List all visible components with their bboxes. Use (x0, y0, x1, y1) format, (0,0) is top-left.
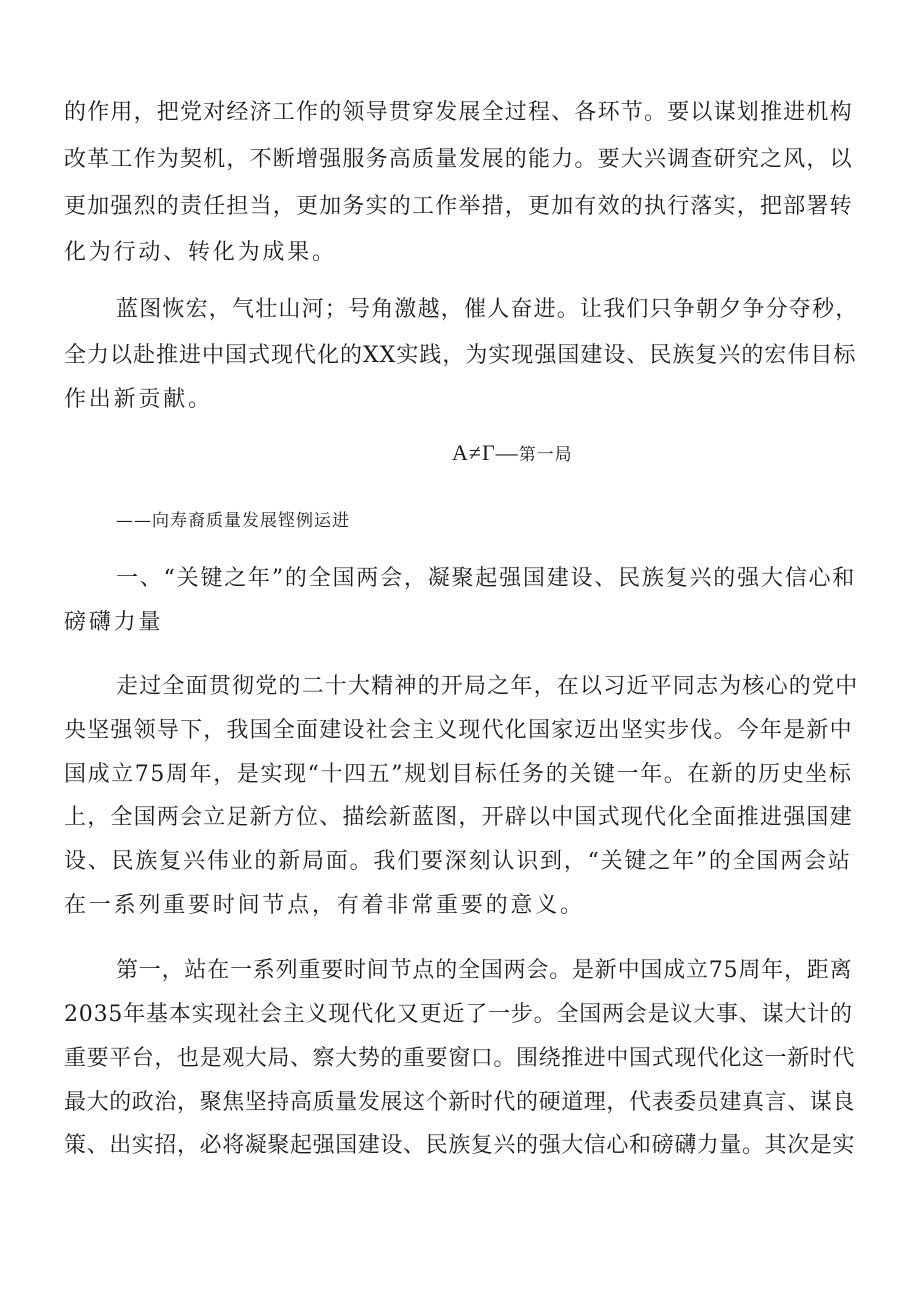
section-heading (452, 438, 573, 470)
paragraph-3-line-5: 设、民族复兴伟业的新局面。我们要深刻认识到，“关键之年”的全国两会站 (64, 849, 852, 874)
paragraph-4-line-1: 第一，站在一系列重要时间节点的全国两会。是新中国成立75周年，距离 (116, 958, 853, 983)
section-heading-symbol: A≠Γ— (452, 440, 519, 465)
paragraph-1-line-3: 更加强烈的责任担当，更加务实的工作举措，更加有效的执行落实，把部署转 (64, 194, 853, 219)
paragraph-3-line-2: 央坚强领导下，我国全面建设社会主义现代化国家迈出坚实步伐。今年是新中 (64, 718, 853, 743)
paragraph-3-line-4: 上，全国两会立足新方位、描绘新蓝图，开辟以中国式现代化全面推进强国建 (64, 805, 853, 830)
heading-1-line-1: 一、“关键之年”的全国两会，凝聚起强国建设、民族复兴的强大信心和 (116, 566, 857, 591)
paragraph-1-line-2: 改革工作为契机，不断增强服务高质量发展的能力。要大兴调查研究之风，以 (64, 147, 853, 172)
paragraph-4-line-4: 最大的政治，聚焦坚持高质量发展这个新时代的硬道理，代表委员建真言、谋良 (64, 1090, 856, 1115)
paragraph-3-line-1: 走过全面贯彻党的二十大精神的开局之年，在以习近平同志为核心的党中 (116, 674, 859, 699)
paragraph-4-line-2: 2035年基本实现社会主义现代化又更近了一步。全国两会是议大事、谋大计的 (64, 1002, 853, 1027)
paragraph-4-line-3: 重要平台，也是观大局、察大势的重要窗口。围绕推进中国式现代化这一新时代 (64, 1046, 856, 1071)
paragraph-3-line-6: 在一系列重要时间节点，有着非常重要的意义。 (64, 893, 585, 918)
paragraph-2-line-3: 作出新贡献。 (64, 387, 213, 412)
paragraph-1-line-4: 化为行动、转化为成果。 (64, 240, 337, 265)
paragraph-4-line-5: 策、出实招，必将凝聚起强国建设、民族复兴的强大信心和磅礴力量。其次是实 (64, 1133, 856, 1158)
paragraph-3-line-3: 国成立75周年，是实现“十四五”规划目标任务的关键一年。在新的历史坐标 (64, 762, 853, 787)
section-heading-text: 第一局 (518, 445, 573, 465)
heading-1-line-2: 磅礴力量 (64, 610, 164, 635)
paragraph-2-line-1: 蓝图恢宏，气壮山河；号角激越，催人奋进。让我们只争朝夕争分夺秒， (116, 297, 859, 322)
subtitle: ——向寿裔质量发展铿例运进 (116, 511, 350, 531)
paragraph-1-line-1: 的作用，把党对经济工作的领导贯穿发展全过程、各环节。要以谋划推进机构 (64, 100, 853, 125)
paragraph-2-line-2: 全力以赴推进中国式现代化的XX实践，为实现强国建设、民族复兴的宏伟目标 (64, 343, 857, 368)
